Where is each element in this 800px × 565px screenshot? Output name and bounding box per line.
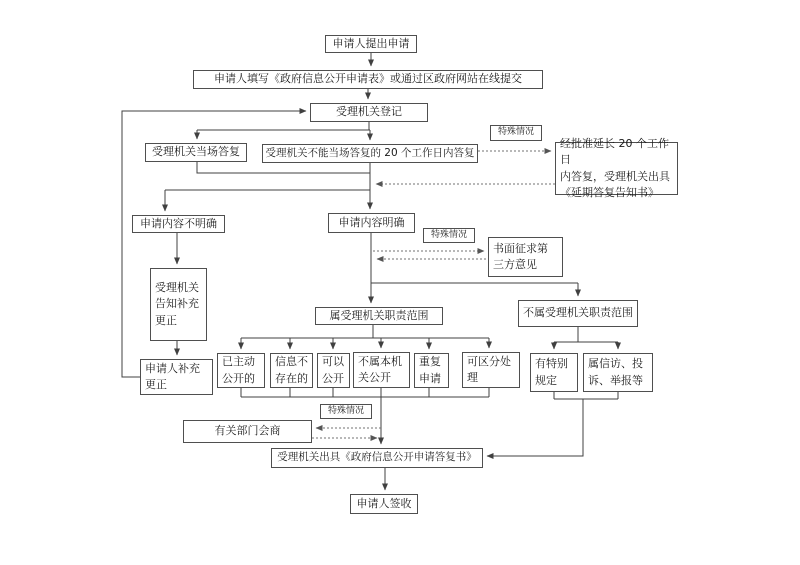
node-onspot-reply: 受理机关当场答复 [145,143,247,162]
node-applicant-sign-receipt: 申请人签收 [350,494,418,514]
node-divisible-handling: 可区分处 理 [462,352,520,388]
node-petition-complaint-report: 属信访、投 诉、举报等 [583,353,653,392]
node-special-provisions: 有特别 规定 [530,353,578,392]
node-special-case-3: 特殊情况 [320,404,372,419]
node-fill-application-form: 申请人填写《政府信息公开申请表》或通过区政府网站在线提交 [193,70,543,89]
node-notify-supplement-correction: 受理机关 告知补充 更正 [150,268,207,341]
node-authority-register: 受理机关登记 [310,103,428,122]
node-can-be-public: 可以 公开 [317,353,350,388]
node-within-scope: 属受理机关职责范围 [315,307,443,325]
node-content-unclear: 申请内容不明确 [132,215,225,233]
node-repeat-application: 重复 申请 [414,353,449,388]
node-third-party-opinion: 书面征求第 三方意见 [488,237,563,277]
node-applicant-supplement-correction: 申请人补充 更正 [140,359,213,395]
node-content-clear: 申请内容明确 [328,213,415,233]
node-not-this-authority: 不属本机 关公开 [353,352,410,388]
node-special-case-2: 特殊情况 [423,228,475,243]
node-not-within-scope: 不属受理机关职责范围 [518,300,638,327]
node-issue-reply-document: 受理机关出具《政府信息公开申请答复书》 [271,448,483,468]
node-reply-within-20-days: 受理机关不能当场答复的 20 个工作日内答复 [262,144,478,163]
node-special-case-1: 特殊情况 [490,125,542,141]
node-already-public: 已主动 公开的 [217,353,265,388]
node-department-consultation: 有关部门会商 [183,420,312,443]
node-approved-delay-reply: 经批准延长 20 个工作日 内答复，受理机关出具 《延期答复告知书》 [555,142,678,195]
node-info-not-exist: 信息不 存在的 [270,353,313,388]
node-applicant-submit: 申请人提出申请 [325,35,417,53]
